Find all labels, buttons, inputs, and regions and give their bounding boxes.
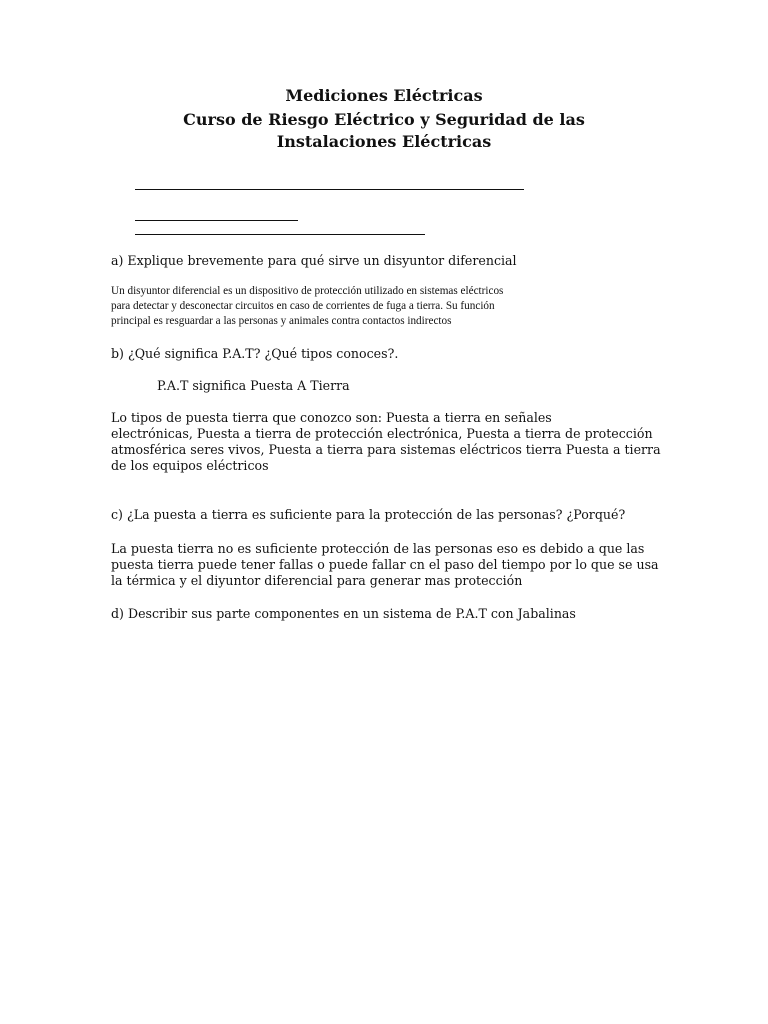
answer-a-line-3: principal es resguardar a las personas y animales contra contactos indirectos <box>111 315 452 327</box>
answer-c-line-2: puesta tierra puede tener fallas o puede fallar cn el paso del tiempo por lo que se usa <box>111 557 659 572</box>
document-title-line-1: Mediciones Eléctricas <box>285 86 483 105</box>
answer-a-line-1: Un disyuntor diferencial es un dispositivo de protección utilizado en sistemas eléctricos <box>111 285 504 297</box>
blank-line-name <box>135 189 524 190</box>
document-title-line-3: Instalaciones Eléctricas <box>276 132 492 151</box>
answer-c-line-3: la térmica y el diyuntor diferencial para generar mas protección <box>111 573 523 588</box>
question-c: c) ¿La puesta a tierra es suficiente para la protección de las personas? ¿Porqué? <box>111 507 626 522</box>
answer-b-line-3: atmosférica seres vivos, Puesta a tierra para sistemas eléctricos tierra Puesta a tierra <box>111 442 661 457</box>
answer-b-line-4: de los equipos eléctricos <box>111 458 269 473</box>
blank-line-short <box>135 220 298 221</box>
answer-b-line-1: Lo tipos de puesta tierra que conozco son: Puesta a tierra en señales <box>111 410 552 425</box>
answer-b-intro: P.A.T significa Puesta A Tierra <box>157 378 350 393</box>
document-title-line-2: Curso de Riesgo Eléctrico y Seguridad de las <box>183 110 585 129</box>
answer-c-line-1: La puesta tierra no es suficiente protección de las personas eso es debido a que las <box>111 541 645 556</box>
answer-b-line-2: electrónicas, Puesta a tierra de protección electrónica, Puesta a tierra de protección <box>111 426 653 441</box>
question-a: a) Explique brevemente para qué sirve un disyuntor diferencial <box>111 253 517 268</box>
question-d: d) Describir sus parte componentes en un sistema de P.A.T con Jabalinas <box>111 606 576 621</box>
blank-line-medium <box>135 234 425 235</box>
question-b: b) ¿Qué significa P.A.T? ¿Qué tipos conoces?. <box>111 346 399 361</box>
answer-a-line-2: para detectar y desconectar circuitos en caso de corrientes de fuga a tierra. Su función <box>111 300 495 312</box>
